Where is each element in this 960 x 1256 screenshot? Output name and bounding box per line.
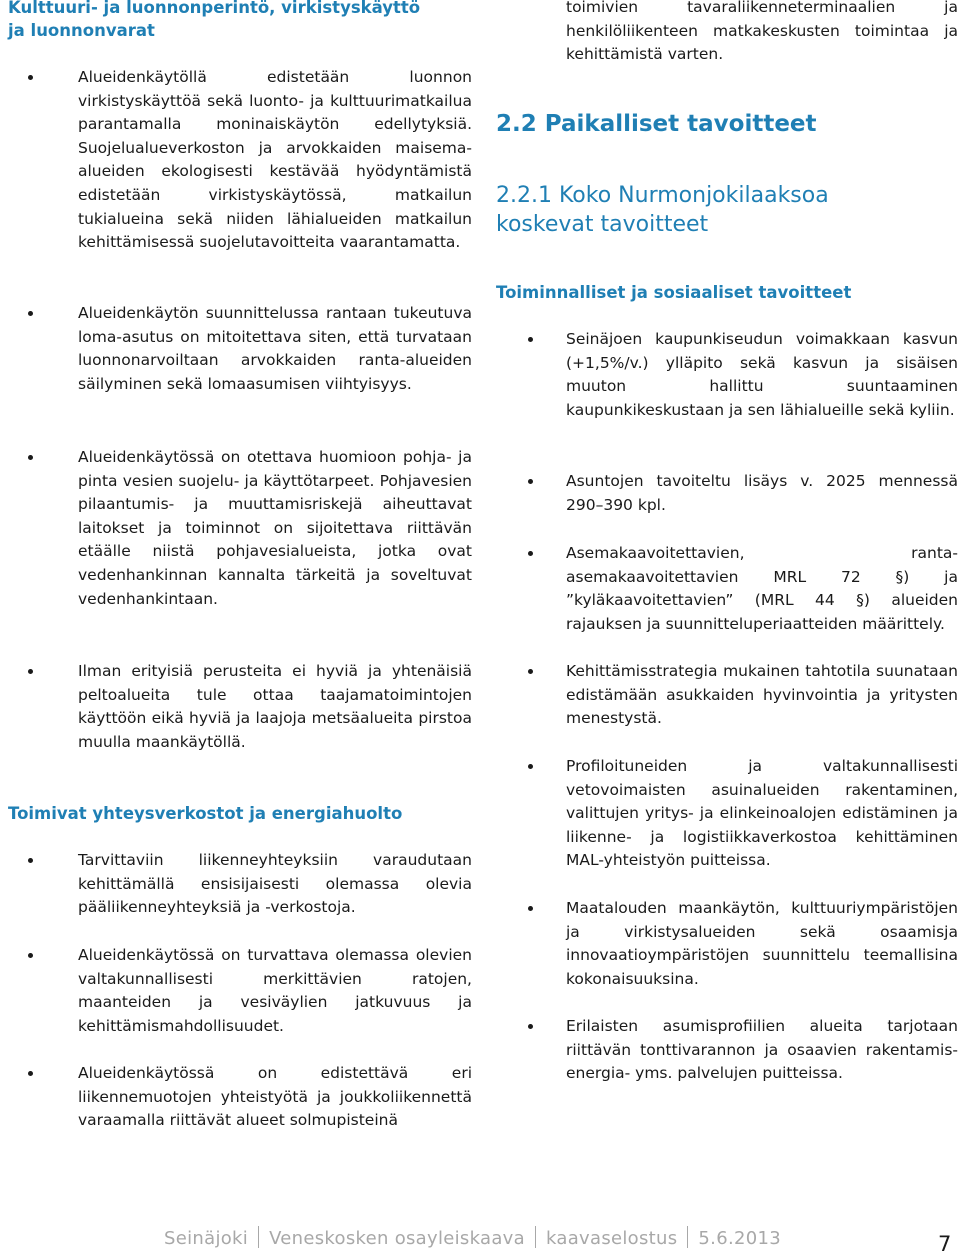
bullet-icon — [528, 551, 533, 556]
transport-bullets — [8, 849, 472, 920]
social-bullets — [496, 1015, 958, 1086]
heading-social-goals: Toiminnalliset ja sosiaaliset tavoitteet — [496, 283, 852, 302]
list-item — [8, 66, 472, 255]
social-bullets — [496, 470, 958, 517]
cultural-bullets — [8, 446, 472, 611]
bullet-icon — [28, 455, 33, 460]
continuation-text: toimivien tavaraliikenneterminaalien ja henkilöliikenteen matkakeskusten toimintaa ja kehittämistä varten. — [566, 0, 958, 64]
cultural-bullets — [8, 660, 472, 754]
transport-bullets — [8, 944, 472, 1038]
footer-plan: Veneskosken osayleiskaava — [269, 1228, 525, 1249]
heading-local-goals: 2.2 Paikalliset tavoitteet — [496, 111, 817, 137]
list-item-text: Ilman erityisiä perusteita ei hyviä ja yhtenäisiä peltoalueita tule ottaa taajamatoimintojen käyttöön eikä hyviä ja laajoja metsäalueita pirstoa muulla maankäytöllä. — [78, 662, 472, 751]
bullet-icon — [28, 858, 33, 863]
heading-cultural-heritage — [8, 0, 472, 42]
footer-city: Seinäjoki — [164, 1228, 249, 1249]
bullet-icon — [28, 1071, 33, 1076]
footer-date: 5.6.2013 — [698, 1228, 781, 1249]
list-item-text: Tarvittaviin liikenneyhteyksiin varaudutaan kehittämällä ensisijaisesti olemassa olevia pääliikenneyhteyksiä ja -verkostoja. — [78, 851, 472, 917]
bullet-icon — [28, 311, 33, 316]
list-item — [496, 328, 958, 422]
transport-bullets — [8, 1062, 472, 1133]
list-item — [8, 446, 472, 611]
bullet-icon — [528, 669, 533, 674]
footer-doc: kaavaselostus — [545, 1228, 678, 1249]
social-bullets — [496, 755, 958, 873]
list-item — [496, 542, 958, 636]
social-bullets — [496, 897, 958, 991]
list-item — [496, 755, 958, 873]
heading-nurmonjokilaakso — [496, 181, 958, 239]
list-item — [496, 897, 958, 991]
list-item — [496, 470, 958, 517]
list-item-text: Kehittämisstrategia mukainen tahtotila suunataan edistämään asukkaiden hyvinvointia ja yritysten menestystä. — [566, 662, 958, 728]
list-item-text: Profiloituneiden ja valtakunnallisesti vetovoimaisten asuinalueiden rakentaminen, valittujen yritys- ja elinkeinoalojen edistäminen ja liikenne- ja logistiikkaverkostoa kehittäminen MAL-yhteistyön puitteissa. — [566, 757, 958, 870]
page-number: 7 — [938, 1232, 952, 1256]
list-item — [8, 944, 472, 1038]
bullet-icon — [528, 764, 533, 769]
bullet-icon — [528, 479, 533, 484]
list-item-text: Maatalouden maankäytön, kulttuuriympäristöjen ja virkistysalueiden sekä osaamisja innovaatioympäristöjen suunnittelu teemallisina kokonaisuuksina. — [566, 899, 958, 988]
list-item — [496, 660, 958, 731]
social-bullets — [496, 328, 958, 422]
list-item-text: Alueidenkäytössä on otettava huomioon pohja- ja pinta vesien suojelu- ja käyttötarpeet. Pohjavesien pilaantumis- ja muuttamisriskejä aiheuttavat laitokset ja toiminnot on sijoitettava riittävän etäälle niistä pohjavesialueista, jotka ovat vedenhankinnan kannalta tärkeitä ja soveltuvat vedenhankintaan. — [78, 448, 472, 608]
list-item-text: Alueidenkäytöllä edistetään luonnon virkistyskäyttöä sekä luonto- ja kulttuurimatkailua parantamalla moninaiskäytön edellytyksiä. Suojelualueverkoston ja arvokkaiden maisema-alueiden ekologisesti kestävää hyödyntämistä edistetään virkistyskäytössä, matkailun tukialueina sekä niiden lähialueiden matkailun kehittämisessä suojelutavoitteita vaarantamatta. — [78, 68, 472, 252]
list-item-text: Alueidenkäytössä on edistettävä eri liikennemuotojen yhteistyötä ja joukkoliikennettä varaamalla riittävät alueet solmupisteinä — [78, 1064, 472, 1130]
footer-separator — [687, 1226, 688, 1248]
list-item — [8, 1062, 472, 1133]
bullet-icon — [28, 669, 33, 674]
heading-line: 2.2.1 Koko Nurmonjokilaaksoa — [496, 183, 829, 208]
list-item-text: Alueidenkäytön suunnittelussa rantaan tukeutuva loma-asutus on mitoitettava siten, että turvataan luonnonarvoiltaan arvokkaiden ranta-alueiden säilyminen sekä lomaasumisen viihtyisyys. — [78, 304, 472, 393]
page-footer — [164, 1226, 781, 1249]
cultural-bullets — [8, 66, 472, 255]
footer-separator — [258, 1226, 259, 1248]
list-item-text: Asuntojen tavoiteltu lisäys v. 2025 mennessä 290–390 kpl. — [566, 472, 958, 514]
heading-line: Kulttuuri- ja luonnonperintö, virkistyskäyttö — [8, 0, 421, 17]
list-item — [8, 660, 472, 754]
cultural-bullets — [8, 302, 472, 396]
list-item-text: Alueidenkäytössä on turvattava olemassa olevien valtakunnallisesti merkittävien ratojen, maanteiden ja vesiväylien jatkuvuus ja kehittämismahdollisuudet. — [78, 946, 472, 1035]
social-bullets — [496, 542, 958, 636]
bullet-icon — [528, 337, 533, 342]
social-bullets — [496, 660, 958, 731]
list-item — [8, 849, 472, 920]
list-item-text: Erilaisten asumisprofiilien alueita tarjotaan riittävän tonttivarannon ja osaavien rakentamis- energia- yms. palvelujen puitteissa. — [566, 1017, 958, 1083]
bullet-icon — [528, 1024, 533, 1029]
list-item — [8, 302, 472, 396]
footer-separator — [535, 1226, 536, 1248]
heading-transport-networks: Toimivat yhteysverkostot ja energiahuolto — [8, 804, 403, 823]
list-item-text: Asemakaavoitettavien, ranta-asemakaavoitettavien MRL 72 §) ja ”kyläkaavoitettavien” (MRL 44 §) alueiden rajauksen ja suunnitteluperiaatteiden määrittely. — [566, 544, 958, 633]
heading-line: koskevat tavoitteet — [496, 212, 709, 237]
bullet-icon — [28, 953, 33, 958]
list-item — [496, 1015, 958, 1086]
bullet-icon — [28, 75, 33, 80]
bullet-icon — [528, 906, 533, 911]
list-item-text: Seinäjoen kaupunkiseudun voimakkaan kasvun (+1,5%/v.) ylläpito sekä kasvun ja sisäisen muuton hallittu suuntaaminen kaupunkikeskustaan ja sen lähialueille sekä kyliin. — [566, 330, 958, 419]
heading-line: ja luonnonvarat — [8, 21, 155, 40]
